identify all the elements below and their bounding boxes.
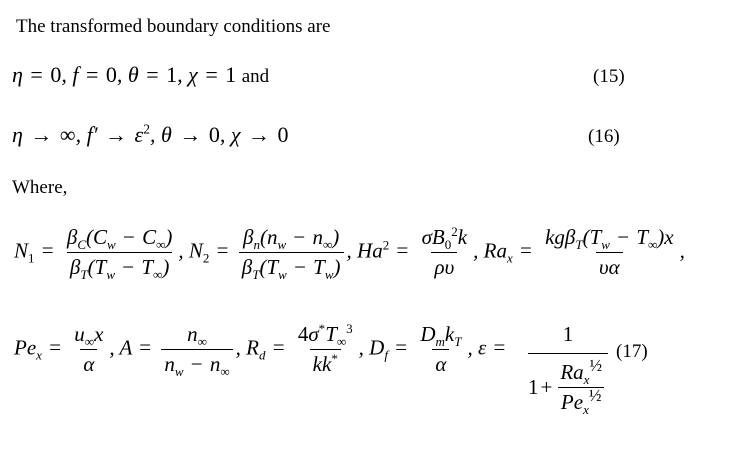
equation-15-number: (15) xyxy=(593,66,625,87)
equation-16-number: (16) xyxy=(588,126,620,147)
equation-15: η = 0, f = 0, θ = 1, χ = 1 and xyxy=(12,62,270,87)
equation-16: η → ∞, $f' \to \varepsilon^2$, θ → 0, χ → 0 xyxy=(12,121,289,147)
definitions-row-2: $Pe_x$ = $\frac{u_\infty x}{\alpha}$ , A = $\frac{n_\infty}{n_w - n_\infty}$ , $R_d$ = $\frac{4\sigma^*T_\infty^3}{kk^*}$ , $D_f$ = $\frac{D_mk_T}{\alpha}$ , ε = xyxy=(14,321,506,380)
where-text: Where, xyxy=(12,177,68,198)
equation-17-number: (17) xyxy=(616,341,648,362)
intro-text: The transformed boundary conditions are xyxy=(16,16,331,37)
df-fraction: $\frac{D_mk_T}{\alpha}$ xyxy=(420,322,462,376)
ha-fraction: $\frac{\sigma B_0^2k}{\rho\upsilon}$ xyxy=(421,224,468,279)
definitions-row-1: $N_1$ = $\frac{\beta_C(C_w - C_\infty)}{\beta_T(T_w - T_\infty)}$ , $N_2$ = $\frac{\beta_n(n_w - n_\infty)}{\beta_T(T_w - T_w)}$ , Ha$^2$ = $\frac{\sigma B_0^2k}{\rho\upsilon}$ , $Ra_x$ = $\frac{kg\beta_T(T_w - T_\infty)x}{\upsilon\alpha}$ , xyxy=(14,224,685,283)
n2-fraction: $\frac{\beta_n(n_w - n_\infty)}{\beta_T(T_w - T_w)}$ xyxy=(239,225,344,280)
n1-fraction: $\frac{\beta_C(C_w - C_\infty)}{\beta_T(T_w - T_\infty)}$ xyxy=(66,225,173,283)
and-word: and xyxy=(241,66,270,87)
rd-fraction: $\frac{4\sigma^*T_\infty^3}{kk^*}$ xyxy=(297,321,353,376)
a-fraction: $\frac{n_\infty}{n_w - n_\infty}$ xyxy=(161,322,232,377)
ra-fraction: $\frac{kg\beta_T(T_w - T_\infty)x}{\upsilon\alpha}$ xyxy=(545,225,674,279)
epsilon-fraction: 1 1 + $\frac{Ra_x^{\frac{1}{2}}}{Pe_x^{\frac{1}{2}}}$ xyxy=(528,322,608,415)
pe-fraction: $\frac{u_\infty x}{\alpha}$ xyxy=(74,322,104,376)
